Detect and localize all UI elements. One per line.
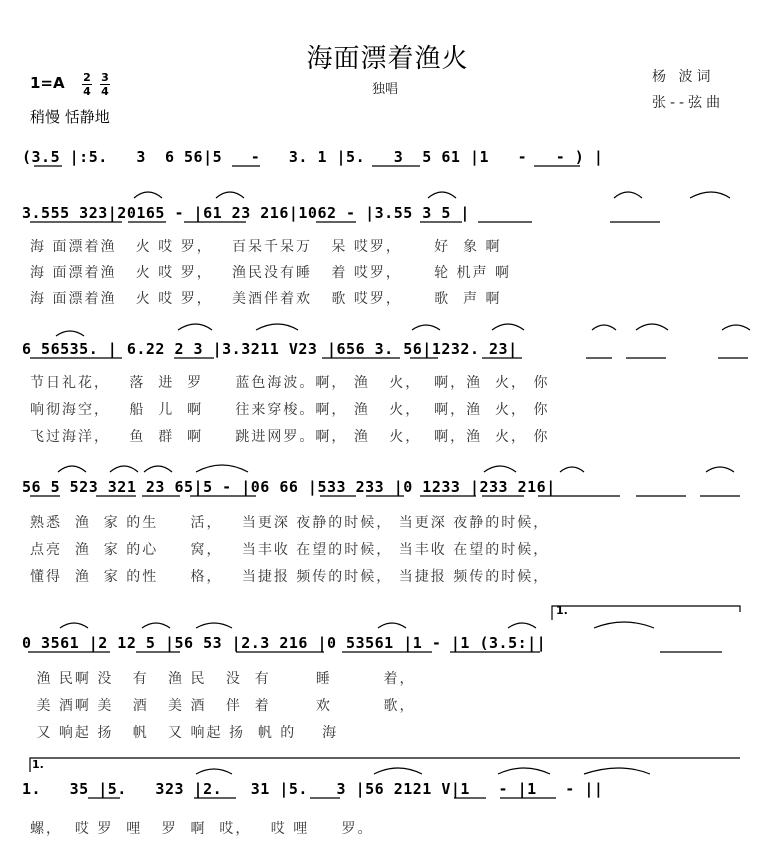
slur-mark (592, 325, 616, 330)
slur-mark (584, 768, 650, 774)
slur-mark (142, 623, 170, 628)
slur-mark (144, 466, 172, 472)
slur-mark (56, 331, 84, 336)
slur-mark (690, 192, 730, 198)
lyric-line-3-1: 节日礼花， 落 进 罗 蓝色海波。啊， 渔 火， 啊，渔 火， 你 (30, 375, 550, 391)
notation-line-4: 56 5 523 321 23 65|5 - |06 66 |533 233 |0 1233 |233 216| (22, 478, 556, 496)
lyric-line-5-3: 又 响起 扬 帆 又 响起 扬 帆 的 海 (30, 725, 339, 741)
notation-line-5: 0 3561 |2 12 5 |56 53 |2.3 216 |0 53561 |1 - |1 (3.5:|| (22, 634, 547, 652)
slur-mark (636, 324, 668, 330)
lyric-line-2-3: 海 面漂着渔 火 哎 罗， 美酒伴着欢 歌 哎罗， 歌 声 啊 (30, 291, 502, 307)
lyric-line-3-3: 飞过海洋， 鱼 群 啊 跳进网罗。啊， 渔 火， 啊，渔 火， 你 (30, 429, 550, 445)
slur-mark (196, 465, 248, 472)
lyric-line-2-1: 海 面漂着渔 火 哎 罗， 百呆千呆万 呆 哎罗， 好 象 啊 (30, 239, 502, 255)
slur-mark (374, 768, 422, 774)
lyric-line-4-1: 熟悉 渔 家 的生 活， 当更深 夜静的时候， 当更深 夜静的时候， (30, 515, 550, 531)
tempo-marking: 稍慢 恬静地 (30, 108, 110, 126)
volta-bracket-label: 1. (556, 604, 568, 617)
lyric-line-3-2: 响彻海空， 船 儿 啊 往来穿梭。啊， 渔 火， 啊，渔 火， 你 (30, 402, 550, 418)
volta-bracket (552, 606, 740, 620)
slur-mark (196, 623, 232, 628)
slur-mark (560, 467, 584, 472)
slur-mark (58, 466, 86, 472)
slur-mark (378, 623, 406, 628)
slur-mark (412, 325, 440, 330)
lyric-line-4-3: 懂得 渔 家 的性 格， 当捷报 频传的时候， 当捷报 频传的时候， (30, 569, 550, 585)
lyricist-credit: 杨 波词 (652, 69, 715, 85)
lyric-line-5-1: 渔 民啊 没 有 渔 民 没 有 睡 着， (30, 671, 416, 687)
slur-mark (498, 768, 550, 774)
notation-line-6: 1. 35 |5. 323 |2. 31 |5. 3 |56 2121 V|1 - |1 - || (22, 780, 604, 798)
song-title: 海面漂着渔火 (306, 44, 469, 74)
slur-mark (492, 324, 524, 330)
notation-line-3: 6 56535. | 6.22 2 3 |3.3211 V23 |656 3. 56|1232. 23| (22, 340, 518, 358)
slur-mark (134, 192, 162, 198)
key-signature: 1=A (30, 74, 65, 92)
slur-mark (256, 324, 298, 330)
time-signature-a: 2 4 (83, 71, 91, 98)
volta-bracket-label-2: 1. (32, 758, 44, 771)
slur-mark (484, 466, 516, 472)
slur-mark (594, 622, 654, 628)
notation-line-1: (3.5 |:5. 3 6 56|5 - 3. 1 |5. 3 5 61 |1 - - ) | (22, 148, 604, 166)
slur-mark (722, 325, 750, 330)
slur-mark (614, 192, 642, 198)
slur-mark (178, 324, 212, 330)
slur-mark (216, 192, 244, 198)
slur-mark (706, 467, 734, 472)
performance-type: 独唱 (372, 82, 399, 97)
slur-mark (428, 192, 456, 198)
slur-mark (508, 623, 536, 628)
lyric-line-4-2: 点亮 渔 家 的心 窝， 当丰收 在望的时候， 当丰收 在望的时候， (30, 542, 550, 558)
composer-credit: 张--弦曲 (652, 95, 725, 111)
lyric-line-2-2: 海 面漂着渔 火 哎 罗， 渔民没有睡 着 哎罗， 轮 机声 啊 (30, 265, 512, 281)
lyric-line-6-1: 螺， 哎 罗 哩 罗 啊 哎， 哎 哩 罗。 (30, 821, 374, 837)
slur-mark (110, 466, 138, 472)
lyric-line-5-2: 美 酒啊 美 酒 美 酒 伴 着 欢 歌， (30, 698, 416, 714)
notation-line-2: 3.555 323|20165 - |61 23 216|1062 - |3.55 3 5 | (22, 204, 470, 222)
time-signature-b: 3 4 (101, 71, 109, 98)
slur-mark (196, 769, 232, 774)
slur-mark (60, 623, 88, 628)
